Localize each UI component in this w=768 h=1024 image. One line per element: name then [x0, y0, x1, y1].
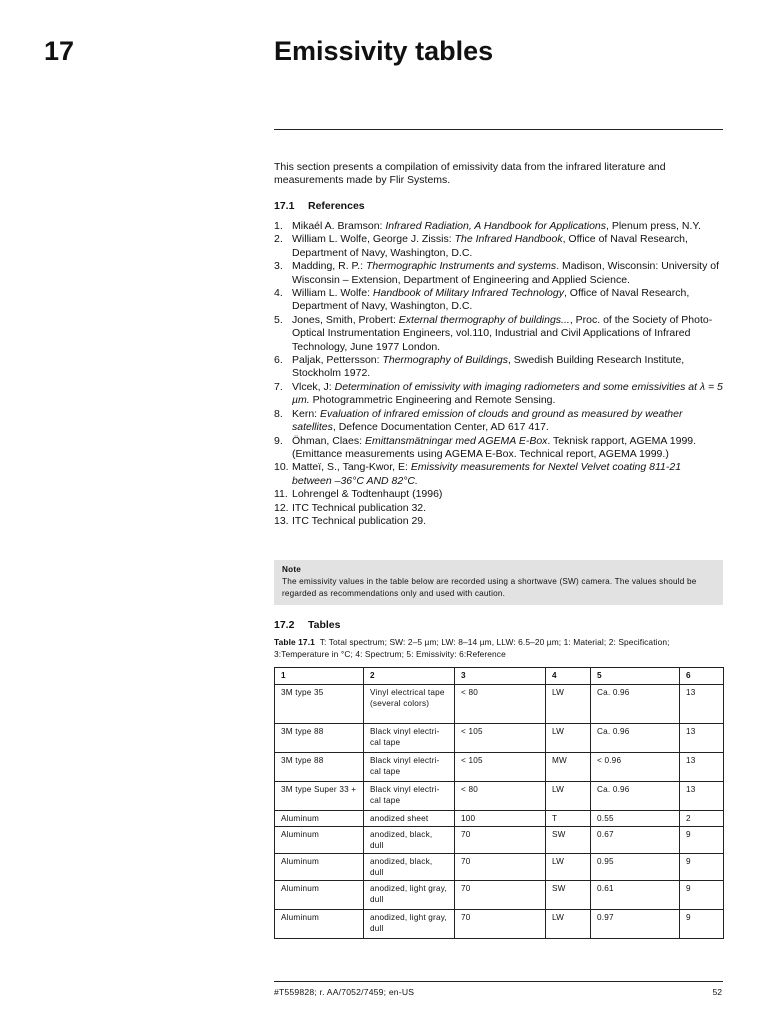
- reference-title: The Infrared Handbook: [454, 233, 563, 246]
- table-cell: Aluminum: [275, 854, 364, 881]
- intro-paragraph: This section presents a compilation of emissivity data from the infrared literature and measurements made by Flir Systems.: [274, 161, 666, 187]
- table-row: [275, 854, 724, 881]
- table-cell: anodized, light gray, dull: [364, 881, 455, 910]
- note-box: [274, 560, 723, 605]
- reference-text: . Teknisk rapport, AGEMA 1999. (Emittance measurements using AGEMA E-Box. Technical report, AGEMA 1999.): [292, 434, 697, 460]
- footer-divider: [274, 981, 723, 982]
- reference-number: 4.: [274, 287, 283, 300]
- reference-item: [274, 408, 723, 435]
- reference-title: Thermography of Buildings: [382, 354, 508, 367]
- reference-item: [274, 220, 723, 233]
- table-cell: 0.97: [591, 910, 680, 939]
- reference-item: [274, 260, 723, 287]
- table-header-cell: 3: [455, 668, 546, 685]
- table-row: [275, 753, 724, 782]
- references-heading-title: References: [308, 200, 365, 212]
- reference-item: [274, 354, 723, 381]
- reference-number: 12.: [274, 501, 289, 514]
- table-cell: 13: [680, 724, 724, 753]
- reference-text: Matteï, S., Tang-Kwor, E:: [292, 461, 411, 474]
- reference-text: , Proc. of the Society of Photo-Optical Instrumentation Engineers, vol.110, Industrial and Civil Applications of Infrared Technology, June 1977 London.: [292, 313, 713, 353]
- table-cell: Ca. 0.96: [591, 685, 680, 724]
- table-cell: < 105: [455, 724, 546, 753]
- table-cell: anodized, light gray, dull: [364, 910, 455, 939]
- table-cell: 3M type 88: [275, 753, 364, 782]
- reference-text: William L. Wolfe:: [292, 287, 373, 300]
- table-caption: [274, 637, 723, 660]
- table-cell: 0.61: [591, 881, 680, 910]
- reference-number: 7.: [274, 380, 283, 393]
- table-cell: MW: [546, 753, 591, 782]
- table-caption-label: Table 17.1: [274, 637, 315, 647]
- reference-text: , Office of Naval Research, Department of Navy, Washington, D.C.: [292, 233, 688, 259]
- table-header-cell: 5: [591, 668, 680, 685]
- table-cell: 3M type 88: [275, 724, 364, 753]
- table-header-row: [275, 668, 724, 685]
- reference-item: [274, 287, 723, 314]
- reference-text: Photogrammetric Engineering and Remote Sensing.: [309, 394, 556, 407]
- table-cell: < 105: [455, 753, 546, 782]
- table-cell: 70: [455, 854, 546, 881]
- reference-item: [274, 314, 723, 354]
- table-row: [275, 811, 724, 827]
- table-cell: LW: [546, 854, 591, 881]
- reference-number: 13.: [274, 514, 289, 527]
- chapter-title: Emissivity tables: [274, 36, 494, 66]
- reference-title: External thermography of buildings...: [398, 313, 570, 326]
- table-cell: 13: [680, 753, 724, 782]
- table-cell: < 80: [455, 782, 546, 811]
- reference-text: Jones, Smith, Probert:: [292, 313, 399, 326]
- table-cell: 70: [455, 881, 546, 910]
- reference-number: 3.: [274, 260, 283, 273]
- table-cell: Aluminum: [275, 827, 364, 854]
- reference-text: , Defence Documentation Center, AD 617 417.: [332, 421, 549, 434]
- reference-text: Öhman, Claes:: [292, 434, 365, 447]
- table-cell: 13: [680, 782, 724, 811]
- reference-title: Thermographic Instruments and systems: [365, 260, 557, 273]
- title-divider: [274, 129, 723, 130]
- table-cell: anodized sheet: [364, 811, 455, 827]
- table-row: [275, 782, 724, 811]
- tables-heading-title: Tables: [308, 619, 341, 631]
- table-header-cell: 4: [546, 668, 591, 685]
- reference-number: 1.: [274, 220, 283, 232]
- reference-text: Lohrengel & Todtenhaupt (1996): [292, 488, 443, 501]
- reference-number: 5.: [274, 313, 283, 326]
- table-cell: LW: [546, 782, 591, 811]
- table-cell: T: [546, 811, 591, 827]
- reference-number: 2.: [274, 233, 283, 246]
- footer-page-number: 52: [712, 987, 722, 997]
- reference-text: ITC Technical publication 29.: [292, 514, 427, 527]
- reference-text: Vlcek, J:: [292, 380, 335, 393]
- reference-text: Kern:: [292, 407, 321, 420]
- note-text: The emissivity values in the table below are recorded using a shortwave (SW) camera. The values should be regarded as recommendations only and used with caution.: [282, 577, 697, 598]
- table-cell: 9: [680, 881, 724, 910]
- reference-text: Madding, R. P.:: [292, 260, 366, 273]
- table-cell: 0.95: [591, 854, 680, 881]
- table-header-cell: 1: [275, 668, 364, 685]
- table-cell: 9: [680, 854, 724, 881]
- table-cell: Black vinyl electri-cal tape: [364, 724, 455, 753]
- chapter-number: 17: [44, 36, 75, 66]
- reference-text: ITC Technical publication 32.: [292, 501, 427, 514]
- table-cell: Black vinyl electri-cal tape: [364, 753, 455, 782]
- table-cell: < 80: [455, 685, 546, 724]
- references-list: [274, 220, 723, 528]
- reference-item: [274, 502, 723, 515]
- table-cell: 100: [455, 811, 546, 827]
- table-cell: LW: [546, 724, 591, 753]
- table-cell: 13: [680, 685, 724, 724]
- table-header-cell: 6: [680, 668, 724, 685]
- table-cell: Ca. 0.96: [591, 782, 680, 811]
- table-cell: Aluminum: [275, 811, 364, 827]
- table-cell: anodized, black, dull: [364, 827, 455, 854]
- tables-heading: [274, 619, 340, 631]
- table-cell: < 0.96: [591, 753, 680, 782]
- table-row: [275, 881, 724, 910]
- reference-text: Paljak, Pettersson:: [292, 354, 383, 367]
- reference-text: , Office of Naval Research, Department of Navy, Washington, D.C.: [292, 287, 690, 313]
- reference-title: Determination of emissivity with imaging radiometers and some emissivities at λ = 5 µm.: [292, 380, 723, 407]
- reference-number: 8.: [274, 407, 283, 420]
- table-row: [275, 724, 724, 753]
- references-heading: [274, 200, 365, 212]
- tables-heading-number: 17.2: [274, 619, 295, 631]
- table-cell: SW: [546, 827, 591, 854]
- reference-text: Mikaél A. Bramson:: [292, 220, 386, 232]
- reference-title: Emittansmätningar med AGEMA E-Box: [364, 434, 548, 447]
- emissivity-table: [274, 667, 724, 939]
- table-cell: 9: [680, 827, 724, 854]
- table-cell: anodized, black, dull: [364, 854, 455, 881]
- table-cell: Aluminum: [275, 910, 364, 939]
- reference-item: [274, 515, 723, 528]
- table-cell: 3M type Super 33 +: [275, 782, 364, 811]
- table-cell: 3M type 35: [275, 685, 364, 724]
- reference-number: 6.: [274, 354, 283, 367]
- table-cell: 70: [455, 910, 546, 939]
- table-cell: 70: [455, 827, 546, 854]
- table-header-cell: 2: [364, 668, 455, 685]
- table-cell: Ca. 0.96: [591, 724, 680, 753]
- table-cell: 9: [680, 910, 724, 939]
- reference-title: Handbook of Military Infrared Technology: [372, 287, 564, 300]
- table-caption-text: T: Total spectrum; SW: 2–5 µm; LW: 8–14 µm, LLW: 6.5–20 µm; 1: Material; 2: Specification; 3:Temperature in °C; 4: Spectrum; 5: Emissivity: 6:Reference: [274, 637, 670, 659]
- reference-text: , Plenum press, N.Y.: [606, 220, 701, 232]
- reference-item: [274, 461, 723, 488]
- table-cell: SW: [546, 881, 591, 910]
- reference-text: . Madison, Wisconsin: University of Wisconsin – Extension, Department of Engineering and Applied Science.: [292, 260, 719, 286]
- table-row: [275, 685, 724, 724]
- reference-item: [274, 435, 723, 462]
- reference-text: , Swedish Building Research Institute, Stockholm 1972.: [292, 354, 685, 380]
- table-cell: Aluminum: [275, 881, 364, 910]
- reference-number: 9.: [274, 434, 283, 447]
- note-title: Note: [282, 565, 301, 574]
- table-cell: 2: [680, 811, 724, 827]
- table-cell: 0.55: [591, 811, 680, 827]
- reference-item: [274, 233, 723, 260]
- reference-item: [274, 381, 723, 408]
- table-cell: LW: [546, 685, 591, 724]
- reference-title: Infrared Radiation, A Handbook for Applications: [385, 220, 607, 232]
- table-cell: Black vinyl electri-cal tape: [364, 782, 455, 811]
- reference-item: [274, 488, 723, 501]
- reference-title: Emissivity measurements for Nextel Velvet coating 811-21 between –36°C AND 82°C.: [292, 461, 682, 487]
- footer-doc-id: #T559828; r. AA/7052/7459; en-US: [274, 987, 415, 997]
- table-body: [275, 685, 724, 939]
- reference-text: William L. Wolfe, George J. Zissis:: [292, 233, 455, 246]
- table-cell: Vinyl electrical tape (several colors): [364, 685, 455, 724]
- reference-title: Evaluation of infrared emission of clouds and ground as measured by weather satellites: [292, 407, 683, 434]
- table-cell: LW: [546, 910, 591, 939]
- reference-number: 11.: [274, 488, 288, 501]
- reference-number: 10.: [274, 461, 289, 474]
- table-row: [275, 827, 724, 854]
- references-heading-number: 17.1: [274, 200, 295, 212]
- table-cell: 0.67: [591, 827, 680, 854]
- table-row: [275, 910, 724, 939]
